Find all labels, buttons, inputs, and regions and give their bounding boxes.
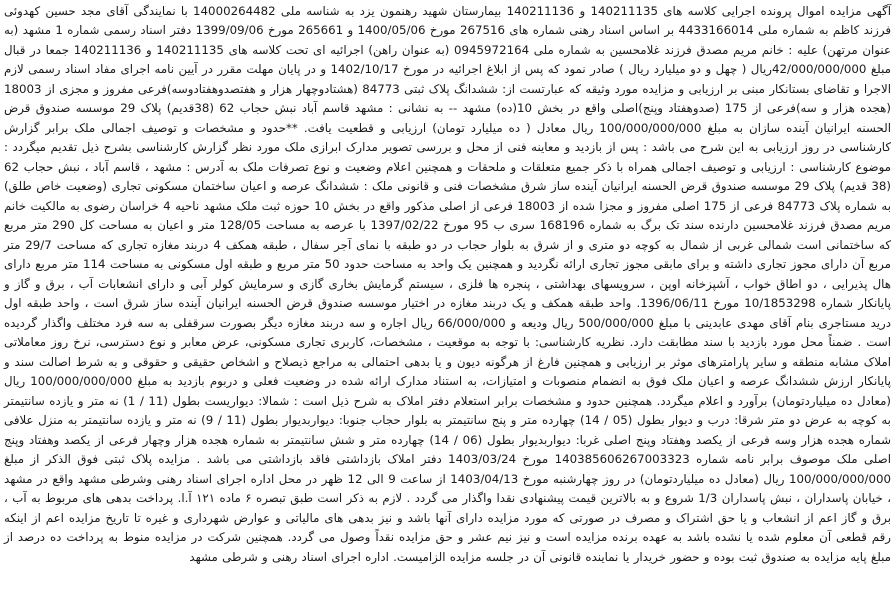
auction-notice-body: آگهی مزایده اموال پرونده اجرایی کلاسه های 140211135 و 140211136 بیمارستان شهید رهنمون یزد به شناسه ملی 14000264482 با نمایندگی آقای مجد حسین کهدوئی فرزند کاظم به شماره ملی 4433166014 بر اساس اسناد رهنی شماره های 267516 مورخ 1400/05/06 و 265661 مورخ 1399/09/06 دفتر اسناد رسمی شماره 1 مشهد (به عنوان مرتهن) علیه : خانم مریم مصدق فرزند غلامحسین به شماره ملی 0945972164 (به عنوان راهن) اجرائیه ای تحت کلاسه های 140211135 و 140211136 جمعا در قبال مبلغ 42/000/000/000ریال ( چهل و دو میلیارد ریال ) صادر نمود که پس از ابلاغ اجرائیه در مورخ 1402/10/17 و در پایان مهلت مقرر در آیین نامه اجرای مفاد اسناد رسمی لازم الاجرا و تقاضای بستانکار مبنی بر ارزیابی و مزایده مورد وثیقه که عبارتست از: ششدانگ پلاک ثبتی 84773 (هشتادوچهار هزار و هفتصدوهفتادوسه)فرعی مفروز و مجزی از 18003 (هجده هزار و سه)فرعی از 175 (صدوهفتاد وپنج)اصلی واقع در بخش 10(ده) مشهد -- به نشانی : مشهد قاسم آباد نبش حجاب 62 (38قدیم) پلاک 29 موسسه صندوق قرض الحسنه ایرانیان آینده سازان به مبلغ 100/000/000/000 ریال معادل ( ده میلیارد تومان) ارزیابی و قطعیت یافت. **حدود و مشخصات و توصیف اجمالی ملک برابر گزارش کارشناسی در روز ارزیابی به این شرح می باشد : پس از بازدید و معاینه فنی از محل و بررسی تصویر مدارک ابرازی ملک مورد نظر گزارش کارشناسی بشرح ذیل تقدیم میگردد : موضوع کارشناسی : ارزیابی و توصیف اجمالی همراه با ذکر جمیع متعلقات و ملحقات و همچنین اعلام وضعیت و نوع تصرفات ملک به آدرس : مشهد ، قاسم آباد ، نبش حجاب 62 (38 قدیم) پلاک 29 موسسه صندوق قرض الحسنه ایرانیان آینده ساز شرق مشخصات فنی و قانونی ملک : ششدانگ عرصه و اعیان ساختمان مسکونی تجاری (وضعیت خاص طلق) به شماره پلاک 84773 فرعی از 175 اصلی مفروز و مجزا شده از 18003 فرعی از اصلی مذکور واقع در بخش 10 حوزه ثبت ملک مشهد ناحیه 4 خراسان رضوی به مالکیت خانم مریم مصدق فرزند غلامحسین دارنده سند تک برگ به شماره 168196 سری ب 95 مورخ 1397/02/22 با عرصه به مساحت 128/05 متر و اعیان به مساحت کل 290 متر مربع که ساختمانی است شمالی غربی از شمال به کوچه دو متری و از شرق به بلوار حجاب در دو طبقه با نمای آجر سفال ، طبقه همکف 4 دربند مغازه تجاری که مساحت 29/7 متر مربع آن دارای مجوز تجاری داشته و برای مابقی مجوز تجاری ارائه نگردید و همچنین یک واحد به مساحت حدود 50 متر مربع و طبقه اول مسکونی به مساحت 114 متر مربع دارای هال پذیرایی ، دو اطاق خواب ، آشپزخانه اوپن ، سرویسهای بهداشتی ، پنجره ها فلزی ، سیستم گرمایش بخاری گازی و سرمایش کولر آبی و دارای انشعابات آب ، برق و گاز و پایانکار شماره 10/1853298 مورخ 1396/06/11. واحد طبقه همکف و یک دربند مغازه در اختیار موسسه صندوق قرض الحسنه ایرانیان آینده ساز شرق است ، واحد طبقه اول درید مستاجری بنام آقای مهدی عابدینی با مبلغ 500/000/000 ریال ودیعه و 66/000/000 ریال اجاره و سه دربند مغازه دیگر بصورت سرقفلی به سه فرد مختلف واگذار گردیده است . ضمناً محل مورد بازدید با سند مطابقت دارد. نظریه کارشناسی: با توجه به موقعیت ، مشخصات، کاربری تجاری مسکونی، عرض معابر و نوع دسترسی، نرخ روز معاملاتی املاک مشابه منطقه و سایر پارامترهای موثر بر ارزیابی و همچنین فارغ از هرگونه دیون و یا بدهی احتمالی به مراجع ذیصلاح و اشخاص حقیقی و حقوقی و به شرط اصالت سند و پایانکار ارزش ششدانگ عرصه و اعیان ملک فوق به انضمام منصوبات و امتیازات، به استناد مدارک ارائه شده در وضعیت فعلی و دربوم بازدید به مبلغ 100/000/000/000 ریال (معادل ده میلیاردتومان) برآورد و اعلام میگردد. همچنین حدود و مشخصات برابر استعلام دفتر املاک به شرح ذیل است : شمالا: دیواریست بطول (11 / 1) نه متر و یازده سانتیمتر به کوچه به عرض دو متر شرقا: درب و دیوار بطول (05 / 14) چهارده متر و پنج سانتیمتر به بلوار حجاب جنوبا: دیواربدیوار بطول (11 / 9) نه متر و یازده سانتیمتر به منزل علافی شماره هجده هزار وسه فرعی از یکصد وهفتاد وپنج اصلی غربا: دیواربدیوار بطول (06 / 14) چهارده متر و شش سانتیمتر به شماره هجده هزار وچهار فرعی از یکصد وهفتاد وپنج اصلی ملک موصوف برابر نامه شماره 140385606267003323 مورخ 1403/03/24 دفتر املاک بازداشتی فاقد بازداشتی می باشد . مزایده پلاک ثبتی فوق الذکر از مبلغ 100/000/000/000 ریال (معادل ده میلیاردتومان) در روز چهارشنبه مورخ 1403/04/13 از ساعت 9 الی 12 ظهر در محل اداره اجرای اسناد رهنی وشرطی مشهد واقع در مشهد ، خیابان پاسداران ، نبش پاسداران 1/3 شروع و به بالاترین قیمت پیشنهادی نقدا واگذار می گردد . لازم به ذکر است طبق تبصره ۶ ماده ۱۲۱ آ.ا. پرداخت بدهی های مربوط به آب ، برق و گاز اعم از انشعاب و یا حق اشتراک و مصرف در صورتی که مورد مزایده دارای آنها باشد و نیز بدهی های مالیاتی و عوارض شهرداری و غیره تا تاریخ مزایده اعم از اینکه رقم قطعی آن معلوم شده یا نشده باشد به عهده برنده مزایده است و نیز نیم عشر و حق مزایده نقداً وصول می گردد. همچنین شرکت در مزایده منوط به پرداخت ده درصد از مبلغ پایه مزایده به صندوق ثبت بوده و حضور خریدار یا نماینده قانونی آن در جلسه مزایده الزامیست. اداره اجرای اسناد رهنی و شرطی مشهد (4, 4, 892, 564)
